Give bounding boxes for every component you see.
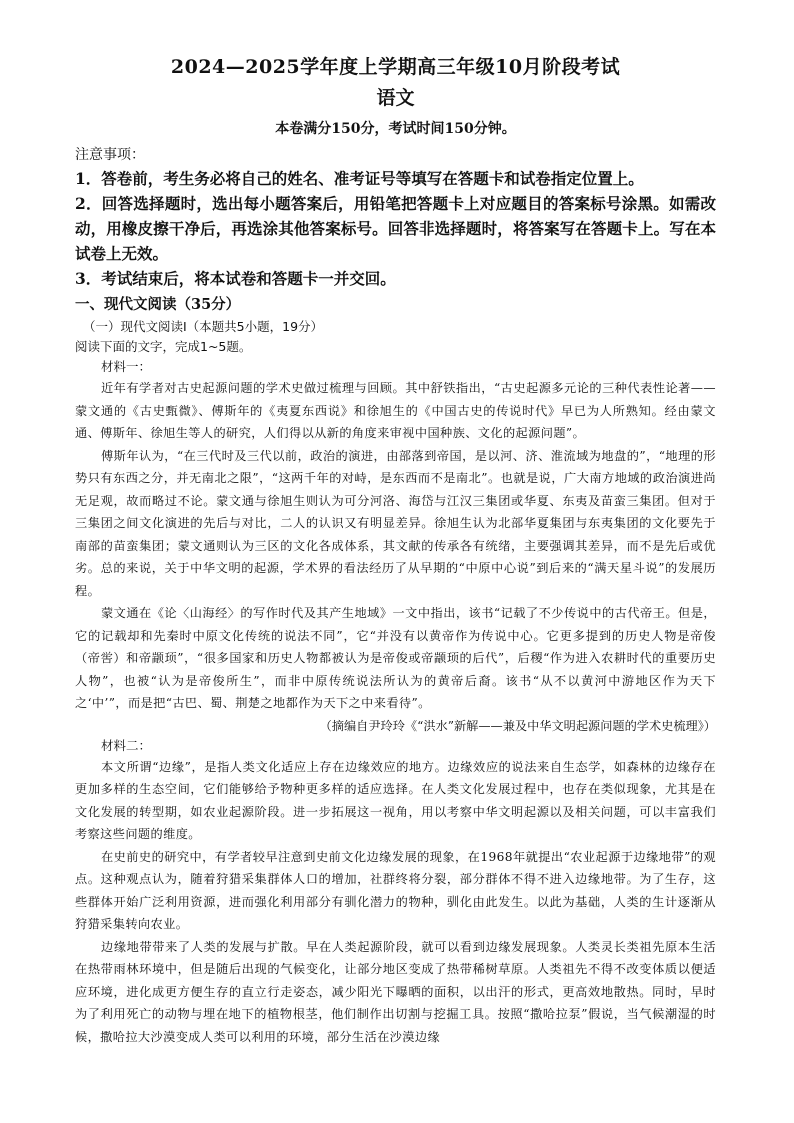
paragraph: 蒙文通在《论〈山海经〉的写作时代及其产生地域》一文中指出，该书“记载了不少传说中的古代帝王。但是，它的记载却和先秦时中原文化传统的说法不同”，它“并没有以黄帝作为传说中心。它更多提到的历史人物是帝俊（帝喾）和帝颛顼”，“很多国家和历史人物都被认为是帝俊或帝颛顼的后代”，后稷“作为进入农耕时代的重要历史人物”，也被“认为是帝俊所生”，而非中原传统说法所认为的黄帝后裔。该书“从不以黄河中游地区作为天下之‘中’”，而是把“古巴、蜀、荆楚之地都作为天下之中来看待”。 — [75, 606, 716, 710]
paragraph: 本文所谓“边缘”，是指人类文化适应上存在边缘效应的地方。边缘效应的说法来自生态学，如森林的边缘存在更加多样的生态空间，它们能够给予物种更多样的适应选择。在人类文化发展过程中，也存在类似现象，尤其是在文化发展的转型期，如农业起源阶段。进一步拓展这一视角，用以考察中华文明起源以及相关问题，可以丰富我们考察这些问题的维度。 — [75, 759, 716, 841]
paragraph: 傅斯年认为，“在三代时及三代以前，政治的演进，由部落到帝国，是以河、济、淮流域为地盘的”，“地理的形势只有东西之分，并无南北之限”，“这两千年的对峙，是东西而不是南北”。也就是说，广大南方地域的政治演进尚无足观，故而略过不论。蒙文通与徐旭生则认为可分河洛、海岱与江汉三集团或华夏、东夷及苗蛮三集团。但对于三集团之间文化演进的先后与对比，二人的认识又有明显差异。徐旭生认为北部华夏集团与东夷集团的文化要先于南部的苗蛮集团；蒙文通则认为三区的文化各成体系，其文献的传承各有统绪，主要强调其差异，而不是先后或优劣。总的来说，关于中华文明的起源，学术界的看法经历了从早期的“中原中心说”到后来的“满天星斗说”的发展历程。 — [75, 448, 716, 598]
material-label: 材料一： — [101, 359, 152, 374]
section-heading: 一、现代文阅读（35分） — [75, 296, 241, 313]
notice-item: 2．回答选择题时，选出每小题答案后，用铅笔把答题卡上对应题目的答案标号涂黑。如需改动，用橡皮擦干净后，再选涂其他答案标号。回答非选择题时，将答案写在答题卡上。写在本试卷上无效。 — [75, 194, 716, 263]
notice-heading: 注意事项： — [75, 147, 145, 163]
notice-item: 1．答卷前，考生务必将自己的姓名、准考证号等填写在答题卡和试卷指定位置上。 — [75, 169, 644, 188]
score-time-line: 本卷满分150分，考试时间150分钟。 — [275, 121, 516, 137]
reading-instruction: 阅读下面的文字，完成1~5题。 — [75, 339, 252, 354]
paragraph: 近年有学者对古史起源问题的学术史做过梳理与回顾。其中舒铁指出，“古史起源多元论的三种代表性论著——蒙文通的《古史甄微》、傅斯年的《夷夏东西说》和徐旭生的《中国古史的传说时代》早已为人所熟知。经由蒙文通、傅斯年、徐旭生等人的研究，人们得以从新的角度来审视中国种族、文化的起源问题”。 — [75, 381, 716, 440]
sub-section-heading: （一）现代文阅读Ⅰ（本题共5小题，19分） — [83, 319, 324, 334]
paragraph: 在史前史的研究中，有学者较早注意到史前文化边缘发展的现象，在1968年就提出“农业起源于边缘地带”的观点。这种观点认为，随着狩猎采集群体人口的增加，社群终将分裂，部分群体不得不进入边缘地带。为了生存，这些群体开始广泛利用资源，进而强化利用部分有驯化潜力的物种，驯化由此发生。以此为基础，人类的生计逐渐从狩猎采集转向农业。 — [75, 849, 716, 931]
paragraph: 边缘地带带来了人类的发展与扩散。早在人类起源阶段，就可以看到边缘发展现象。人类灵长类祖先原本生活在热带雨林环境中，但是随后出现的气候变化，让部分地区变成了热带稀树草原。人类祖先不得不改变体质以便适应环境，进化成更方便生存的直立行走姿态，减少阳光下曝晒的面积，以出汗的形式，更高效地散热。同时，早时为了利用死亡的动物与埋在地下的植物根茎，他们制作出切割与挖掘工具。按照“撒哈拉泵”假说，当气候潮湿的时候，撒哈拉大沙漠变成人类可以利用的环境，部分生活在沙漠边缘 — [75, 939, 716, 1044]
material-label: 材料二： — [101, 737, 152, 753]
subject-title: 语文 — [376, 87, 415, 109]
notice-item: 3．考试结束后，将本试卷和答题卡一并交回。 — [75, 269, 396, 288]
source-citation: （摘编自尹玲玲《“洪水”新解——兼及中华文明起源问题的学术史梳理》） — [319, 718, 716, 733]
exam-title: 2024—2025学年度上学期高三年级10月阶段考试 — [170, 56, 621, 78]
